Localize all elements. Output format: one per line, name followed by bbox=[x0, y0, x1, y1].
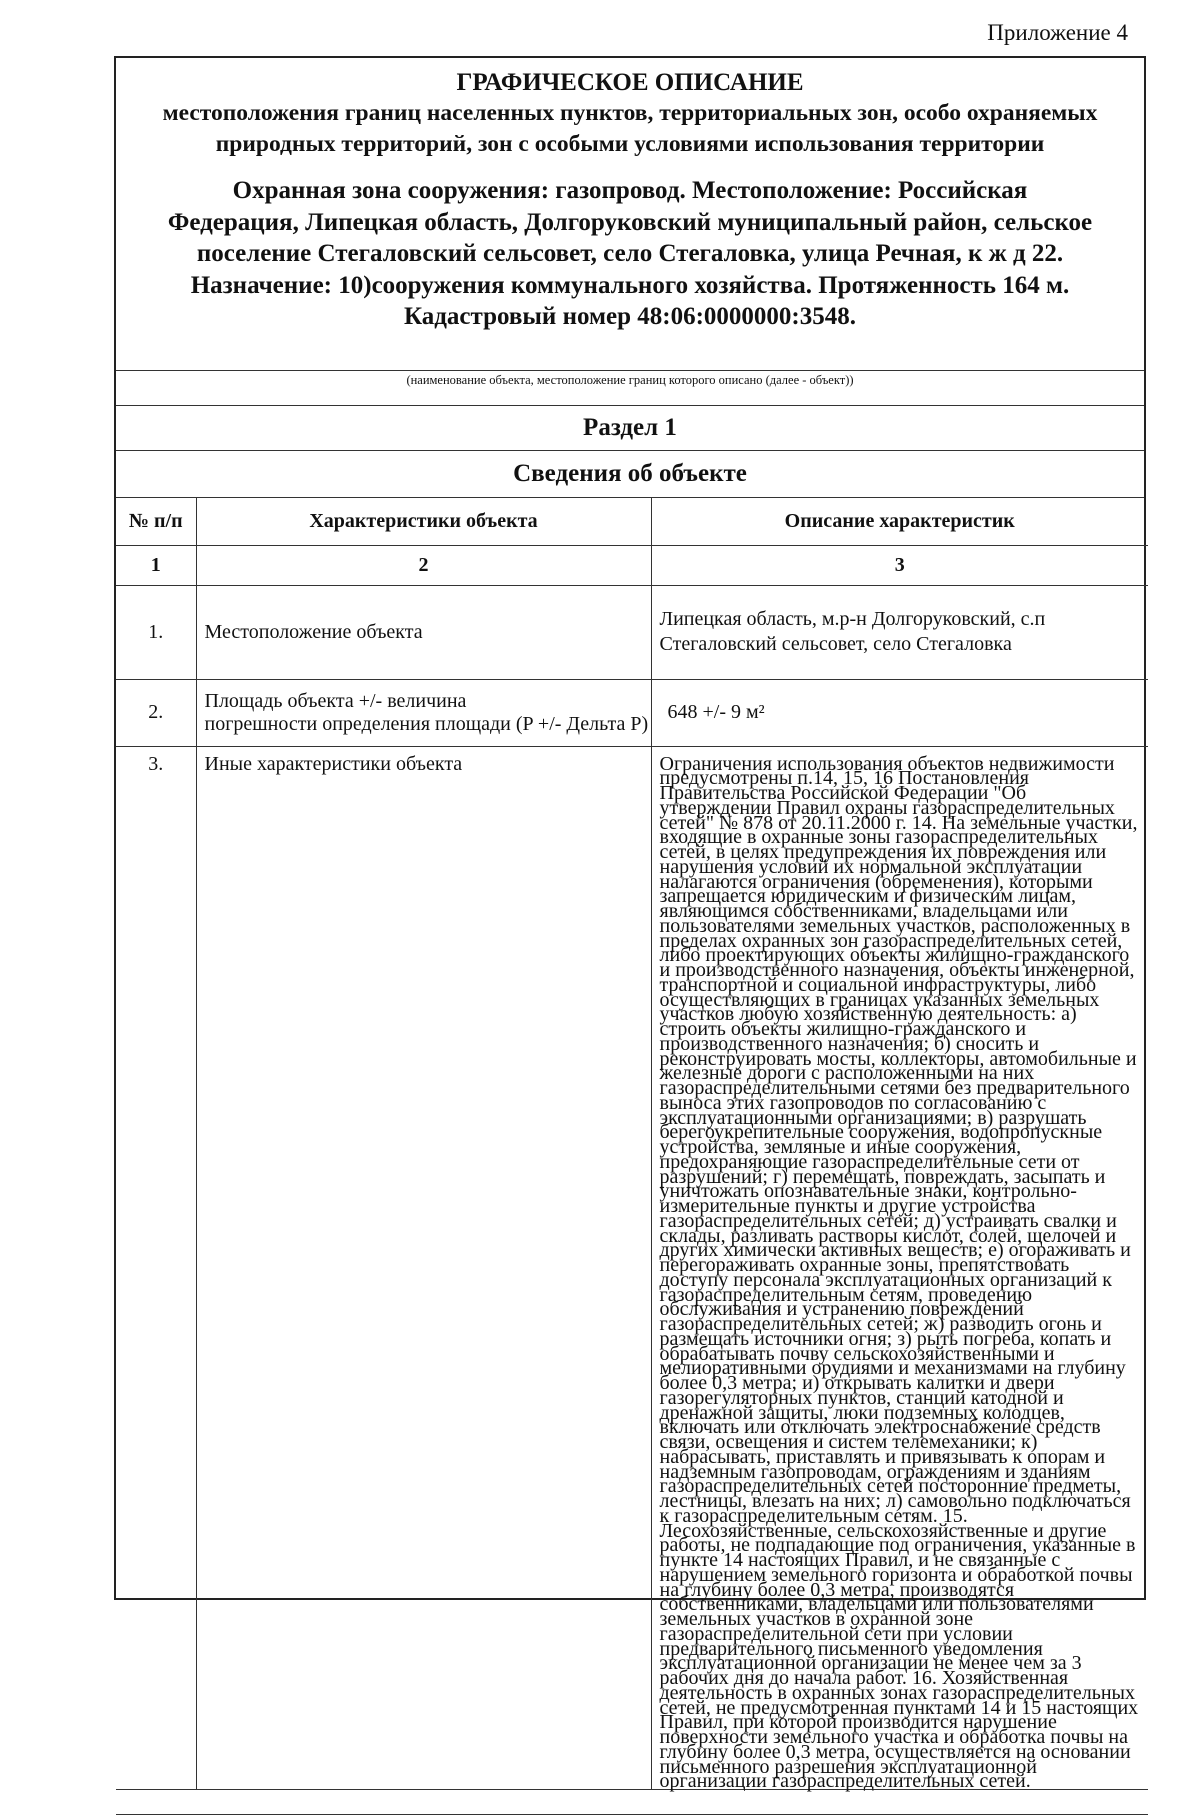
table-row bbox=[116, 746, 1148, 1790]
info-title: Сведения об объекте bbox=[116, 451, 1144, 498]
object-name-line: Федерация, Липецкая область, Долгоруковский муниципальный район, сельское bbox=[167, 208, 1093, 236]
document-frame bbox=[114, 56, 1146, 1793]
row-characteristic-line: Площадь объекта +/- величина bbox=[204, 689, 467, 712]
object-name-line: поселение Стегаловский сельсовет, село Стегаловка, улица Речная, к ж д 22. bbox=[196, 240, 1064, 267]
document-subtitle: местоположения границ населенных пунктов, территориальных зон, особо охраняемых природных территорий, зон с особыми условиями использования территории bbox=[162, 100, 1098, 157]
table-header-row bbox=[116, 498, 1148, 545]
row-description: Липецкая область, м.р-н Долгоруковский, с.п Стегаловский сельсовет, село Стегаловка bbox=[651, 585, 1148, 679]
object-name bbox=[116, 175, 1144, 333]
object-name-line: Охранная зона сооружения: газопровод. Местоположение: Российская bbox=[232, 177, 1028, 204]
column-number: 3 bbox=[651, 545, 1148, 585]
row-number: 1. bbox=[116, 585, 196, 679]
table-empty-row bbox=[116, 1790, 1148, 1815]
column-header-characteristic: Характеристики объекта bbox=[196, 498, 651, 545]
table-row bbox=[116, 679, 1148, 746]
row-characteristic-line: погрешности определения площади (P +/- Дельта P) bbox=[204, 712, 649, 735]
object-caption: (наименование объекта, местоположение границ которого описано (далее - объект)) bbox=[116, 371, 1144, 406]
column-header-description: Описание характеристик bbox=[651, 498, 1148, 545]
empty-cell bbox=[116, 1790, 1148, 1815]
row-characteristic bbox=[196, 679, 651, 746]
table-column-numbers-row bbox=[116, 545, 1148, 585]
document-title: ГРАФИЧЕСКОЕ ОПИСАНИЕ bbox=[456, 69, 804, 96]
appendix-label: Приложение 4 bbox=[987, 20, 1128, 45]
row-characteristic: Местоположение объекта bbox=[196, 585, 651, 679]
row-characteristic: Иные характеристики объекта bbox=[196, 746, 651, 1790]
section-title: Раздел 1 bbox=[116, 406, 1144, 451]
row-description: 648 +/- 9 м² bbox=[651, 679, 1148, 746]
row-description-legal-text: Ограничения использования объектов недвижимости предусмотрены п.14, 15, 16 Постановления Правительства Российской Федерации "Об утверждении Правил охраны газораспределительных сетей" № 878 от 20.11.2000 г. 14. На земельные участки, входящие в охранные зоны газораспределительных сетей, в целях предупреждения их повреждения или нарушения условий их нормальной эксплуатации налагаются ограничения (обременения), которыми запрещается юридическим и физическим лицам, являющимся собственниками, владельцами или пользователями земельных участков, расположенных в пределах охранных зон газораспределительных сетей, либо проектирующих объекты жилищно-гражданского и производственного назначения, объекты инженерной, транспортной и социальной инфраструктуры, либо осуществляющих в границах указанных земельных участков любую хозяйственную деятельность: а) строить объекты жилищно-гражданского и производственного назначения; б) сносить и реконструировать мосты, коллекторы, автомобильные и железные дороги с расположенными на них газораспределительными сетями без предварительного выноса этих газопроводов по согласованию с эксплуатационными организациями; в) разрушать берегоукрепительные сооружения, водопропускные устройства, земляные и иные сооружения, предохраняющие газораспределительные сети от разрушений; г) перемещать, повреждать, засыпать и уничтожать опознавательные знаки, контрольно-измерительные пункты и другие устройства газораспределительных сетей; д) устраивать свалки и склады, разливать растворы кислот, солей, щелочей и других химически активных веществ; е) огораживать и перегораживать охранные зоны, препятствовать доступу персонала эксплуатационных организаций к газораспределительным сетям, проведению обслуживания и устранению повреждений газораспределительных сетей; ж) разводить огонь и размещать источники огня; з) рыть погреба, копать и обрабатывать почву сельскохозяйственными и мелиоративными орудиями и механизмами на глубину более 0,3 метра; и) открывать калитки и двери газорегуляторных пунктов, станций катодной и дренажной защиты, люки подземных колодцев, включать или отключать электроснабжение средств связи, освещения и систем телемеханики; к) набрасывать, приставлять и привязывать к опорам и надземным газопроводам, ограждениям и зданиям газораспределительных сетей посторонние предметы, лестницы, влезать на них; л) самовольно подключаться к газораспределительным сетям. 15. Лесохозяйственные, сельскохозяйственные и другие работы, не подпадающие под ограничения, указанные в пункте 14 настоящих Правил, и не связанные с нарушением земельного горизонта и обработкой почвы на глубину более 0,3 метра, производятся собственниками, владельцами или пользователями земельных участков в охранной зоне газораспределительной сети при условии предварительного письменного уведомления эксплуатационной организации не менее чем за 3 рабочих дня до начала работ. 16. Хозяйственная деятельность в охранных зонах газораспределительных сетей, не предусмотренная пунктами 14 и 15 настоящих Правил, при которой производится нарушение поверхности земельного участка и обработка почвы на глубину более 0,3 метра, осуществляется на основании письменного разрешения эксплуатационной организации газораспределительных сетей. bbox=[651, 746, 1148, 1790]
row-number: 3. bbox=[116, 746, 196, 1790]
column-number: 1 bbox=[116, 545, 196, 585]
object-info-table bbox=[116, 498, 1148, 1815]
object-name-line: Назначение: 10)сооружения коммунального хозяйства. Протяженность 164 м. bbox=[190, 271, 1070, 299]
object-name-line: Кадастровый номер 48:06:0000000:3548. bbox=[403, 303, 856, 330]
column-number: 2 bbox=[196, 545, 651, 585]
row-number: 2. bbox=[116, 679, 196, 746]
document-header bbox=[116, 58, 1144, 371]
column-header-number: № п/п bbox=[116, 498, 196, 545]
table-row bbox=[116, 585, 1148, 679]
